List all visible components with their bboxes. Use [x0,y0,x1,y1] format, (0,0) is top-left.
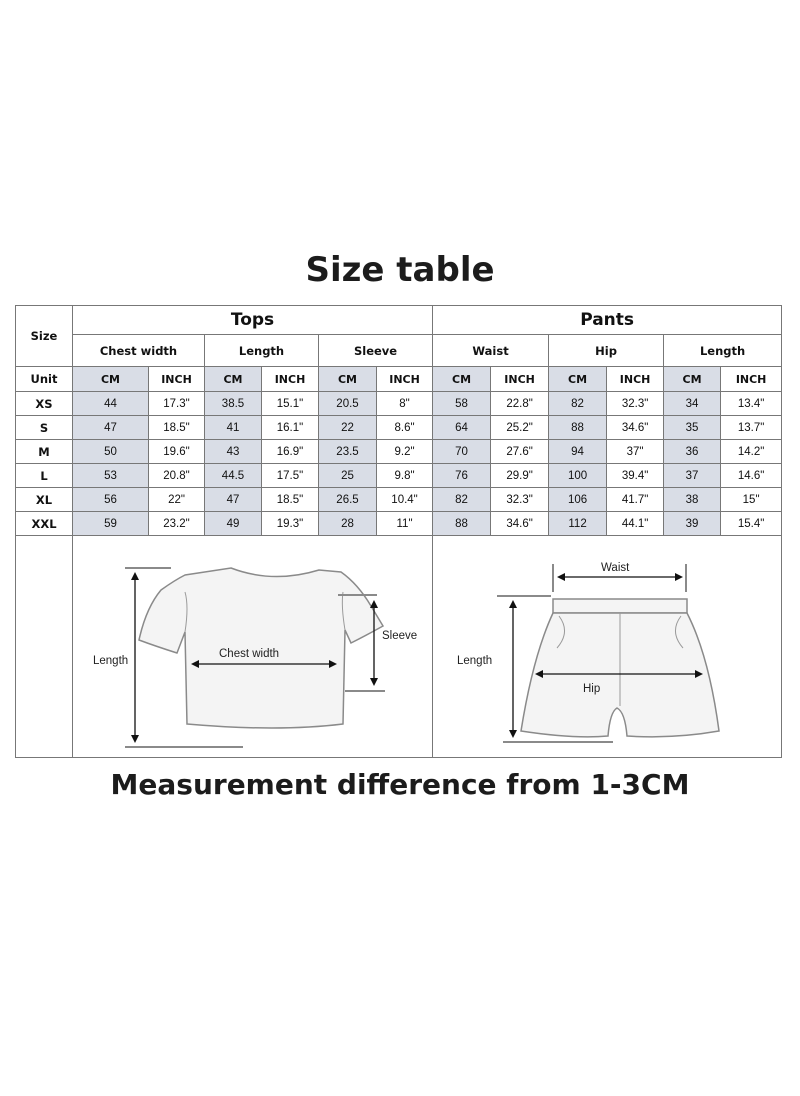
diagram-row [16,536,782,758]
unit-row [16,367,782,392]
measurement-cell: 15" [721,488,782,512]
unit-cell: INCH [491,367,549,392]
unit-cell: INCH [262,367,319,392]
size-row-s [16,416,782,440]
measurement-cell: 14.6" [721,464,782,488]
measurement-cell: 82 [433,488,491,512]
waist-label: Waist [601,562,630,574]
measurement-cell: 41.7" [607,488,664,512]
measurement-cell: 8" [377,392,433,416]
size-header: Size [16,306,73,367]
measurement-cell: 59 [73,512,149,536]
measurement-cell: 17.5" [262,464,319,488]
measurement-cell: 11" [377,512,433,536]
measurement-cell: 20.8" [149,464,205,488]
measurement-cell: 88 [549,416,607,440]
measurement-cell: 25 [319,464,377,488]
measurement-cell: 19.3" [262,512,319,536]
measurement-cell: 18.5" [262,488,319,512]
measurement-cell: 15.4" [721,512,782,536]
measurement-cell: 39.4" [607,464,664,488]
pants-diagram [433,536,778,757]
measurement-cell: 100 [549,464,607,488]
group-pants: Pants [433,306,782,335]
measurement-cell: 16.9" [262,440,319,464]
measurement-cell: 36 [664,440,721,464]
subheader-pants-length: Length [664,335,782,367]
size-table [15,305,782,758]
size-row-xs [16,392,782,416]
measurement-cell: 23.2" [149,512,205,536]
measurement-cell: 16.1" [262,416,319,440]
unit-header: Unit [16,367,73,392]
subheader-waist: Waist [433,335,549,367]
measurement-cell: 56 [73,488,149,512]
size-label: M [16,440,73,464]
measurement-cell: 41 [205,416,262,440]
unit-cell: CM [549,367,607,392]
measurement-note: Measurement difference from 1-3CM [110,768,690,801]
measurement-cell: 44 [73,392,149,416]
measurement-cell: 112 [549,512,607,536]
measurement-cell: 15.1" [262,392,319,416]
measurement-cell: 32.3" [491,488,549,512]
measurement-cell: 20.5 [319,392,377,416]
measurement-cell: 18.5" [149,416,205,440]
measurement-cell: 44.1" [607,512,664,536]
subheader-hip: Hip [549,335,664,367]
measurement-cell: 94 [549,440,607,464]
unit-cell: INCH [149,367,205,392]
unit-cell: CM [73,367,149,392]
measurement-cell: 17.3" [149,392,205,416]
size-label: S [16,416,73,440]
size-label: XXL [16,512,73,536]
tops-length-label: Length [93,655,129,667]
measurement-cell: 106 [549,488,607,512]
measurement-cell: 22.8" [491,392,549,416]
unit-cell: CM [433,367,491,392]
measurement-cell: 38.5 [205,392,262,416]
measurement-cell: 34.6" [607,416,664,440]
measurement-cell: 37" [607,440,664,464]
measurement-cell: 50 [73,440,149,464]
size-label: XS [16,392,73,416]
group-header-row [16,306,782,335]
measurement-cell: 9.8" [377,464,433,488]
pants-length-label: Length [457,655,493,667]
subheader-sleeve: Sleeve [319,335,433,367]
unit-cell: INCH [607,367,664,392]
measurement-cell: 76 [433,464,491,488]
measurement-cell: 27.6" [491,440,549,464]
measurement-cell: 88 [433,512,491,536]
measurement-cell: 29.9" [491,464,549,488]
unit-cell: CM [664,367,721,392]
measurement-cell: 47 [73,416,149,440]
measurement-cell: 13.7" [721,416,782,440]
measurement-cell: 47 [205,488,262,512]
measurement-cell: 49 [205,512,262,536]
measurement-cell: 10.4" [377,488,433,512]
measurement-cell: 82 [549,392,607,416]
measurement-cell: 19.6" [149,440,205,464]
size-label: XL [16,488,73,512]
size-row-xxl [16,512,782,536]
measurement-cell: 34.6" [491,512,549,536]
measurement-cell: 22 [319,416,377,440]
group-tops: Tops [73,306,433,335]
measurement-cell: 22" [149,488,205,512]
size-row-xl [16,488,782,512]
measurement-cell: 58 [433,392,491,416]
sleeve-label: Sleeve [382,630,418,642]
measurement-cell: 8.6" [377,416,433,440]
unit-cell: CM [319,367,377,392]
measurement-cell: 35 [664,416,721,440]
measurement-cell: 14.2" [721,440,782,464]
measurement-cell: 39 [664,512,721,536]
measurement-cell: 23.5 [319,440,377,464]
size-row-m [16,440,782,464]
unit-cell: CM [205,367,262,392]
measurement-cell: 34 [664,392,721,416]
size-label: L [16,464,73,488]
tops-diagram-cell [73,536,433,758]
subheader-row [16,335,782,367]
hip-label: Hip [583,683,601,695]
measurement-cell: 25.2" [491,416,549,440]
unit-cell: INCH [721,367,782,392]
tops-diagram [73,536,433,757]
subheader-chest-width: Chest width [73,335,205,367]
measurement-cell: 38 [664,488,721,512]
measurement-cell: 53 [73,464,149,488]
measurement-cell: 9.2" [377,440,433,464]
subheader-tops-length: Length [205,335,319,367]
measurement-cell: 43 [205,440,262,464]
measurement-cell: 32.3" [607,392,664,416]
page-title: Size table [305,250,495,290]
pants-diagram-cell [433,536,782,758]
measurement-cell: 13.4" [721,392,782,416]
measurement-cell: 44.5 [205,464,262,488]
size-row-l [16,464,782,488]
measurement-cell: 37 [664,464,721,488]
measurement-cell: 70 [433,440,491,464]
unit-cell: INCH [377,367,433,392]
measurement-cell: 28 [319,512,377,536]
diagram-spacer [16,536,73,758]
chest-width-label: Chest width [219,648,280,660]
measurement-cell: 26.5 [319,488,377,512]
measurement-cell: 64 [433,416,491,440]
